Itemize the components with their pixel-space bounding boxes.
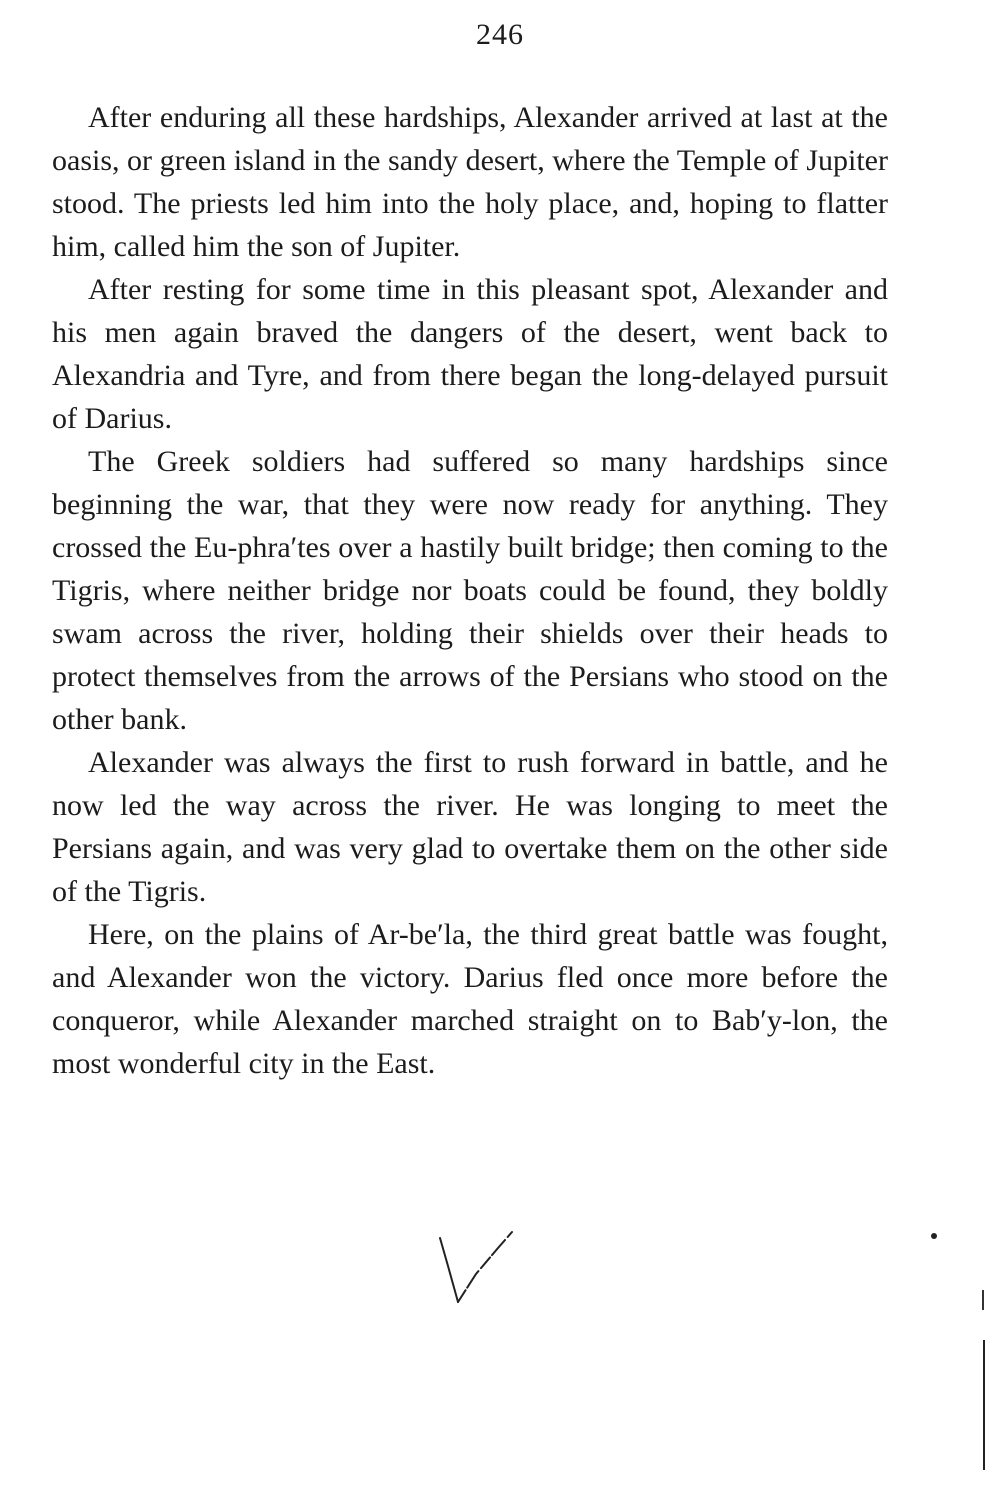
- paragraph-1: After enduring all these hardships, Alexander arrived at last at the oasis, or green island in the sandy desert, where the Temple of Jupiter stood. The priests led him into the holy place, and, hoping to flatter him, called him the son of Jupiter.: [52, 101, 888, 263]
- paragraph-3: The Greek soldiers had suffered so many hardships since beginning the war, that they were now ready for anything. They crossed the Eu-phra′tes over a hastily built bridge; then coming to the Tigris, where neither bridge nor boats could be found, they boldly swam across the river, holding their shields over their heads to protect themselves from the arrows of the Persians who stood on the other bank.: [52, 445, 888, 736]
- paragraph-4: Alexander was always the first to rush forward in battle, and he now led the way across the river. He was longing to meet the Persians again, and was very glad to overtake them on the other side of the Tigris.: [52, 746, 888, 908]
- paragraph-5: Here, on the plains of Ar-be′la, the third great battle was fought, and Alexander won the victory. Darius fled once more before the conqueror, while Alexander marched straight on to Bab′y-lon, the most wonderful city in the East.: [52, 918, 888, 1080]
- scan-edge-mark-long: [983, 1340, 985, 1470]
- scan-speck: [931, 1233, 937, 1239]
- page-number: 246: [476, 18, 524, 51]
- scan-edge-mark-short: [982, 1290, 984, 1310]
- paragraph-2: After resting for some time in this pleasant spot, Alexander and his men again braved the dangers of the desert, went back to Alexandria and Tyre, and from there began the long-delayed pursuit of Darius.: [52, 273, 888, 435]
- handwritten-check-mark: [436, 1228, 526, 1312]
- body-text: [52, 96, 888, 1085]
